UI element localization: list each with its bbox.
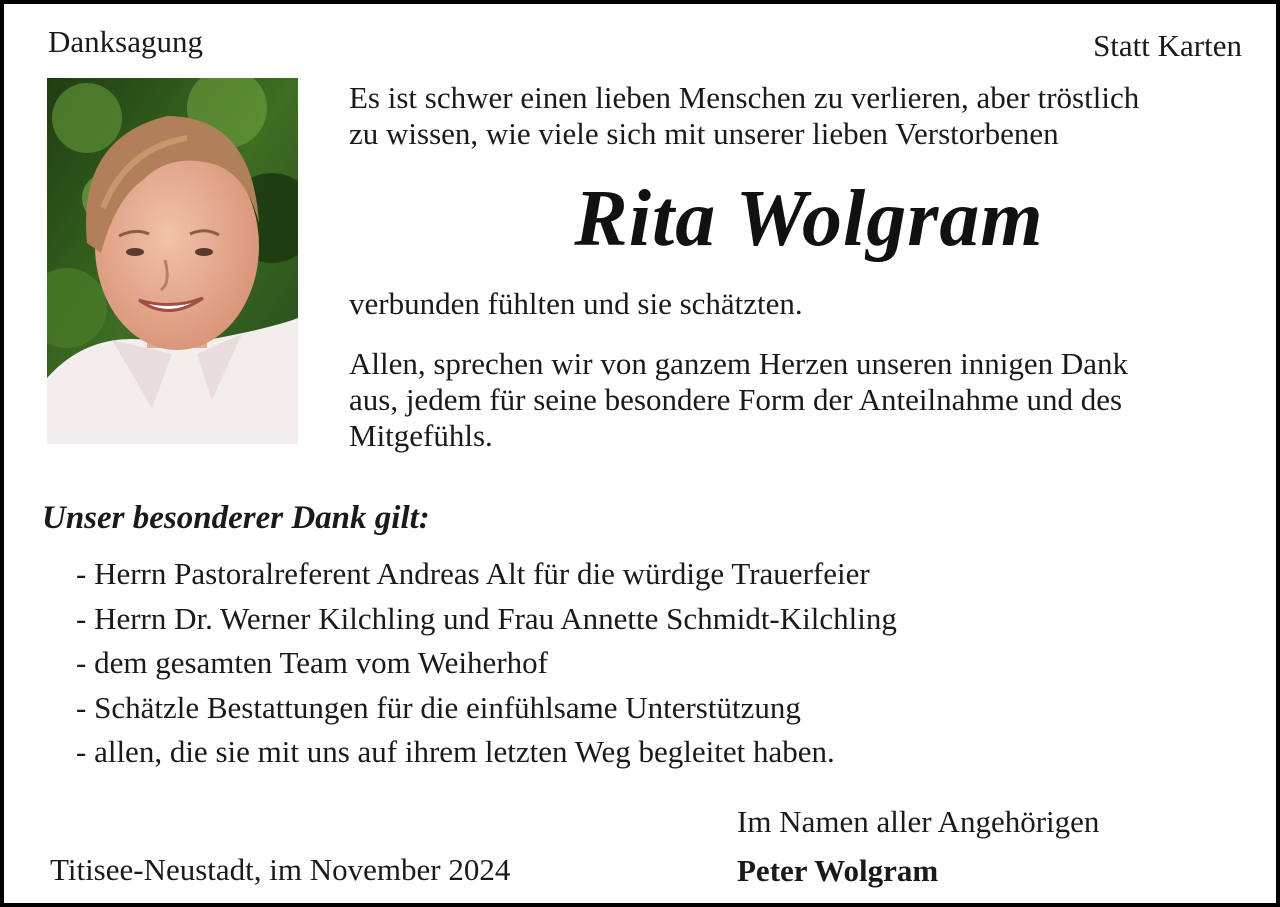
portrait-photo [47,78,298,444]
intro-text [349,80,1139,152]
list-item: - dem gesamten Team vom Weiherhof [76,645,548,680]
special-thanks-list [76,552,897,775]
after-name-text: verbunden fühlten und sie schätzten. [349,286,803,321]
list-item: - Herrn Pastoralreferent Andreas Alt für die würdige Trauerfeier [76,556,870,591]
list-item: - Herrn Dr. Werner Kilchling und Frau Annette Schmidt-Kilchling [76,600,897,636]
thanks-line: Allen, sprechen wir von ganzem Herzen unseren innigen Dank [349,346,1129,381]
thanks-line: aus, jedem für seine besondere Form der Anteilnahme und des [349,382,1123,417]
signer-name: Peter Wolgram [737,853,939,888]
statt-karten-label: Statt Karten [1093,28,1242,63]
place-date: Titisee-Neustadt, im November 2024 [50,852,511,887]
notice-type-label: Danksagung [48,24,203,59]
thanks-text [349,346,1128,454]
on-behalf-line: Im Namen aller Angehörigen [737,804,1100,839]
intro-line: Es ist schwer einen lieben Menschen zu verlieren, aber tröstlich [349,80,1140,115]
list-item: - Schätzle Bestattungen für die einfühlsame Unterstützung [76,689,801,725]
intro-line: zu wissen, wie viele sich mit unserer lieben Verstorbenen [349,116,1059,151]
special-thanks-heading: Unser besonderer Dank gilt: [42,500,430,536]
list-item: - allen, die sie mit uns auf ihrem letzten Weg begleitet haben. [76,734,835,769]
deceased-name: Rita Wolgram [574,175,1044,263]
thanks-line: Mitgefühls. [349,418,493,453]
